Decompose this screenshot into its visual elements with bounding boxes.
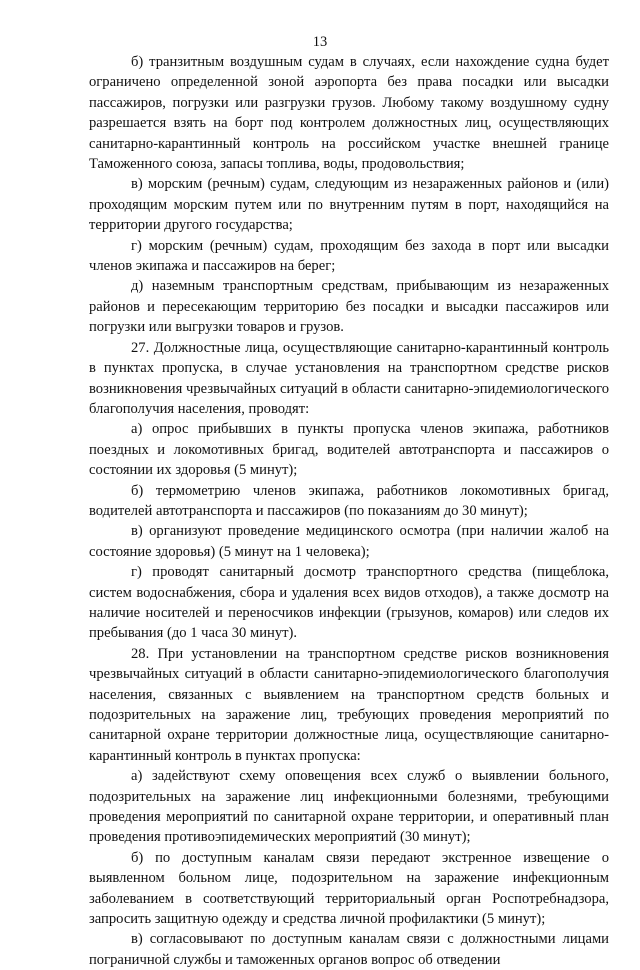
paragraph-28-risk-established: 28. При установлении на транспортном средстве рисков возникновения чрезвычайных ситуаций в области санитарно-эпидемиологического благополучия населения, связанных с выявлением на транспортном средств больных и подозрительных на заражение лиц, требующих проведения мероприятий по санитарной охране территории должностные лица, осуществляющие санитарно-карантинный контроль в пунктах пропуска: xyxy=(89,645,609,764)
paragraph-d-land-vehicles: д) наземным транспортным средствам, прибывающим из незараженных районов и пересекающим территорию без посадки и высадки пассажиров или погрузки или выгрузки товаров и грузов. xyxy=(89,278,609,336)
document-body xyxy=(89,52,609,970)
paragraph-a-notification-scheme: а) задействуют схему оповещения всех служб о выявлении больного, подозрительных на заражение лиц инфекционными болезнями, требующими проведения мероприятий по санитарной охране территории, и оперативный план проведения противоэпидемических мероприятий (30 минут); xyxy=(89,768,609,846)
paragraph-b-emergency-notice: б) по доступным каналам связи передают экстренное извещение о выявленном больном лице, подозрительном на заражение инфекционным заболеванием в соответствующий территориальный орган Роспотребнадзора, запросить защитную одежду и средства личной профилактики (5 минут); xyxy=(89,849,609,928)
paragraph-b-thermometry: б) термометрию членов экипажа, работников локомотивных бригад, водителей автотранспорта и пассажиров (по показаниям до 30 минут); xyxy=(89,482,609,519)
paragraph-g-sanitary-inspection: г) проводят санитарный досмотр транспортного средства (пищеблока, систем водоснабжения, сбора и удаления всех видов отходов), а также досмотр на наличие носителей и переносчиков инфекции (грызунов, комаров) или следов их пребывания (до 1 часа 30 минут). xyxy=(89,564,609,642)
paragraph-v-sea-vessels: в) морским (речным) судам, следующим из незараженных районов и (или) проходящим морским путем или по внутренним путям в порт, находящийся на территории другого государства; xyxy=(89,176,609,234)
paragraph-v-coordination: в) согласовывают по доступным каналам связи с должностными лицами пограничной службы и таможенных органов вопрос об отведении xyxy=(89,931,609,968)
paragraph-27-officials: 27. Должностные лица, осуществляющие санитарно-карантинный контроль в пунктах пропуска, в случае установления на транспортном средстве рисков возникновения чрезвычайных ситуаций в области санитарно-эпидемиологического благополучия населения, проводят: xyxy=(89,339,609,417)
paragraph-a-survey: а) опрос прибывших в пункты пропуска членов экипажа, работников поездных и локомотивных бригад, водителей автотранспорта и пассажиров о состоянии их здоровья (5 минут); xyxy=(89,421,609,479)
paragraph-b-transit-aircraft: б) транзитным воздушным судам в случаях, если нахождение судна будет ограничено определенной зоной аэропорта без права посадки или высадки пассажиров, погрузки или разгрузки грузов. Любому такому воздушному судну разрешается взять на борт под контролем должностных лиц, осуществляющих санитарно-карантинный контроль на российском участке внешней границе Таможенного союза, запасы топлива, воды, продовольствия; xyxy=(89,54,609,173)
paragraph-g-sea-vessels-no-call: г) морским (речным) судам, проходящим без захода в порт или высадки членов экипажа и пассажиров на берег; xyxy=(89,237,609,275)
paragraph-v-medical-exam: в) организуют проведение медицинского осмотра (при наличии жалоб на состояние здоровья) (5 минут на 1 человека); xyxy=(89,523,609,560)
page-number: 13 xyxy=(312,34,328,50)
